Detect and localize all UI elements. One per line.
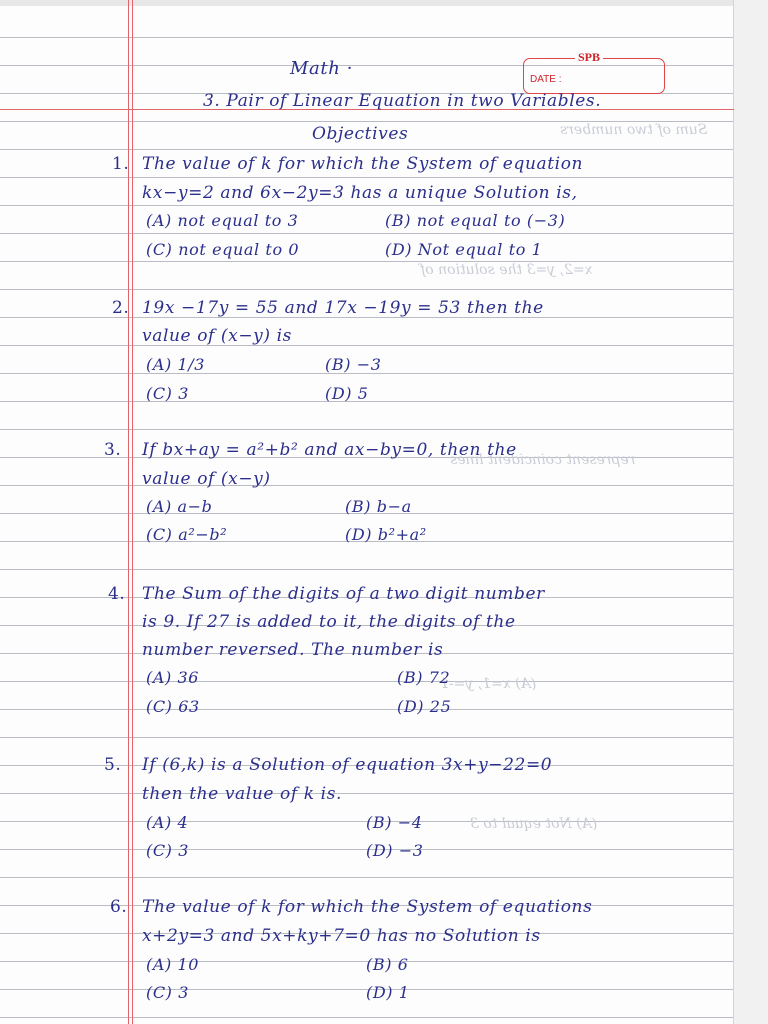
option-d: (D) Not equal to 1 [385, 240, 543, 259]
option-b: (B) −3 [325, 355, 382, 374]
margin-line-right [132, 0, 133, 1024]
question-text: The value of k for which the System of equation [142, 154, 584, 174]
option-c: (C) 3 [146, 384, 189, 403]
page-right-edge [733, 0, 768, 1024]
option-b: (B) 6 [366, 955, 409, 974]
option-c: (C) not equal to 0 [146, 240, 300, 259]
option-a: (A) 10 [146, 955, 200, 974]
bleed-through: Sum of two numbers [560, 122, 708, 138]
section-title: Objectives [312, 124, 409, 144]
question-text: then the value of k is. [142, 784, 343, 804]
option-a: (A) 1/3 [146, 355, 206, 374]
option-c: (C) 63 [146, 697, 200, 716]
question-text: value of (x−y) [142, 469, 271, 489]
question-number: 6. [110, 897, 128, 917]
question-text: value of (x−y) is [142, 326, 292, 346]
chapter-title: 3. Pair of Linear Equation in two Variables. [203, 91, 602, 111]
question-text: The Sum of the digits of a two digit number [142, 584, 545, 604]
option-d: (D) 5 [325, 384, 369, 403]
option-c: (C) a²−b² [146, 525, 228, 544]
date-label: DATE : [530, 74, 562, 85]
option-c: (C) 3 [146, 841, 189, 860]
option-d: (D) b²+a² [345, 525, 427, 544]
option-a: (A) 4 [146, 813, 189, 832]
option-d: (D) 1 [366, 983, 410, 1002]
question-text: x+2y=3 and 5x+ky+7=0 has no Solution is [142, 926, 541, 946]
option-d: (D) −3 [366, 841, 424, 860]
question-text: number reversed. The number is [142, 640, 444, 660]
question-number: 1. [112, 154, 130, 174]
bleed-through: x=2, y=3 the solution of [420, 262, 593, 278]
bleed-through: represent coincident lines [450, 452, 636, 468]
option-b: (B) −4 [366, 813, 423, 832]
question-text: is 9. If 27 is added to it, the digits of the [142, 612, 516, 632]
question-text: The value of k for which the System of equations [142, 897, 593, 917]
option-c: (C) 3 [146, 983, 189, 1002]
question-text: If bx+ay = a²+b² and ax−by=0, then the [142, 440, 517, 460]
option-b: (B) 72 [397, 668, 451, 687]
bleed-through: (A) Not equal to 3 [470, 816, 598, 832]
option-a: (A) 36 [146, 668, 200, 687]
option-a: (A) a−b [146, 497, 213, 516]
question-text: If (6,k) is a Solution of equation 3x+y−22=0 [142, 755, 553, 775]
question-text: kx−y=2 and 6x−2y=3 has a unique Solution is, [142, 183, 578, 203]
question-number: 5. [104, 755, 122, 775]
option-d: (D) 25 [397, 697, 452, 716]
question-number: 4. [108, 584, 126, 604]
question-text: 19x −17y = 55 and 17x −19y = 53 then the [142, 298, 544, 318]
bleed-through: (A) x=1, y=-1 [440, 676, 537, 692]
question-number: 3. [104, 440, 122, 460]
option-b: (B) not equal to (−3) [385, 211, 566, 230]
subject-heading: Math · [290, 58, 354, 79]
page-top-edge [0, 0, 768, 6]
option-b: (B) b−a [345, 497, 412, 516]
option-a: (A) not equal to 3 [146, 211, 299, 230]
brand-logo: SPB [575, 50, 603, 65]
question-number: 2. [112, 298, 130, 318]
